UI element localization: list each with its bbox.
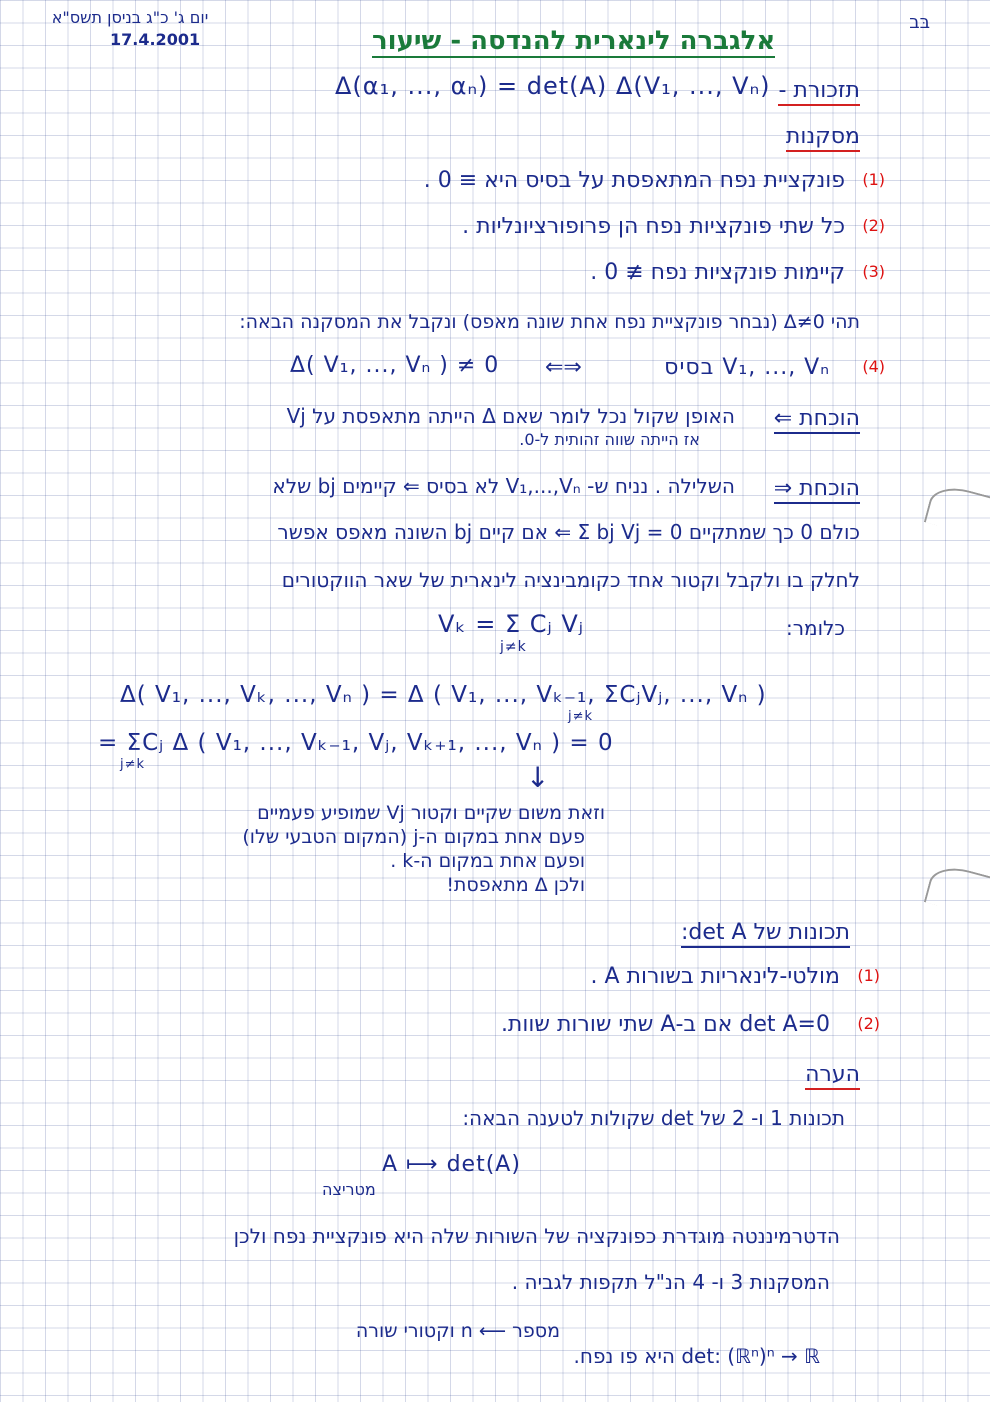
explanation-line-2: פעם אחת במקום ה-j (המקום הטבעי שלו) [242, 826, 585, 848]
remark-line-1: תכונות 1 ו- 2 של det שקולות לטענה הבאה: [462, 1106, 845, 1130]
det-prop-1: מולטי-לינאריות בשורות A . [590, 964, 840, 989]
reminder-label: תזכורת - [778, 80, 860, 106]
det-prop-num-1: (1) [857, 966, 880, 985]
remark-map: A ⟼ det(A) [382, 1152, 521, 1177]
conclusion-2: כל שתי פונקציות נפח הן פרופורציונליות . [462, 214, 845, 239]
conclusion-num-2: (2) [862, 216, 885, 235]
equation-2: = ΣCⱼ Δ ( V₁, ..., Vₖ₋₁, Vⱼ, Vₖ₊₁, ..., Vₙ ) = 0 [98, 730, 614, 756]
down-arrow-icon: ↓ [526, 761, 550, 794]
conclusion-4-arrow: ⇐⇒ [545, 355, 582, 380]
conclusions-label: מסקנות [786, 126, 860, 152]
page-mark: בּב [909, 12, 930, 33]
binder-hole-bottom [924, 861, 990, 920]
conclusion-num-3: (3) [862, 262, 885, 281]
explanation-line-4: ולכן Δ מתאפסת! [446, 874, 585, 896]
remark-line-3: המסקנות 3 ו- 4 הנ"ל תקפות לגביה . [511, 1270, 830, 1294]
remark-line-2: הדטרמיננטה מוגדרת כפונקציה של השורות שלה היא פונקציית נפח ולכן [233, 1224, 840, 1248]
det-prop-2: det A=0 אם ב-A שתי שורות שוות. [500, 1012, 830, 1037]
proof-label-2: הוכחת ⇒ [774, 478, 860, 504]
remark-label: הערה [805, 1064, 860, 1090]
proof-line-5-label: כלומר: [785, 616, 845, 640]
equation-1-sub: j≠k [568, 709, 594, 724]
conclusions-intro: תהי Δ≠0 (נבחר פונקציית נפח אחת שונה מאפס) ונקבל את המסקנה הבאה: [239, 311, 860, 333]
proof-line-3: כולם 0 כך שמתקיים Σ bj Vj = 0 ⇐ אם קיים bj השונה מאפס אפשר [277, 520, 860, 544]
remark-map-sub: מטריצה [322, 1180, 376, 1199]
hebrew-date: יום ג' כ"ג בניסן תשס"א [51, 8, 209, 27]
conclusion-4-rhs: Δ( V₁, ..., Vₙ ) ≠ 0 [290, 353, 500, 378]
proof-line-5-sub: j≠k [500, 639, 527, 655]
proof-label-1: הוכחת ⇐ [774, 408, 860, 434]
equation-1: Δ( V₁, ..., Vₖ, ..., Vₙ ) = Δ ( V₁, ..., Vₖ₋₁, ΣCⱼVⱼ, ..., Vₙ ) [120, 682, 767, 708]
explanation-line-3: ופעם אחת במקום ה-k . [390, 850, 585, 872]
proof-line-5-formula: Vₖ = Σ Cⱼ Vⱼ [438, 610, 584, 638]
conclusion-num-4: (4) [862, 357, 885, 376]
explanation-line-1: וזאת משום שקיים וקטור Vj שמופיע פעמיים [257, 802, 605, 824]
remark-line-5: det: (ℝⁿ)ⁿ → ℝ היא פו נפח. [573, 1344, 820, 1368]
proof-line-2: השלילה . נניח ש- V₁,...,Vₙ לא בסיס ⇐ קיימים bj שלא [272, 474, 735, 498]
remark-line-4: מספר ⟵ n וקטורי שורה [355, 1320, 560, 1342]
conclusion-num-1: (1) [862, 170, 885, 189]
binder-hole-top [924, 481, 990, 540]
equation-2-sub: j≠k [120, 757, 146, 772]
conclusion-4-lhs: V₁, ..., Vₙ בסיס [664, 355, 830, 380]
conclusion-1: פונקציית נפח המתאפסת על בסיס היא ≡ 0 . [423, 168, 845, 193]
reminder-formula: Δ(α₁, ..., αₙ) = det(A) Δ(V₁, ..., Vₙ) [335, 72, 771, 100]
proof-line-1: האופן שקול נכל לומר שאם Δ הייתה מתאפסת על Vj [286, 404, 735, 428]
det-prop-num-2: (2) [857, 1014, 880, 1033]
det-props-label: תכונות של det A: [681, 922, 850, 948]
conclusion-3: קיימות פונקציות נפח ≢ 0 . [590, 260, 845, 285]
date: 17.4.2001 [110, 30, 201, 49]
proof-line-1b: אז הייתה שווה זהותית ל-0. [519, 430, 700, 449]
page-title: אלגברה לינארית להנדסה - שיעור [372, 26, 776, 56]
proof-line-4: לחלק בו ולקבל וקטור אחד כקומבינציה לינארית של שאר הווקטורים [281, 568, 860, 592]
